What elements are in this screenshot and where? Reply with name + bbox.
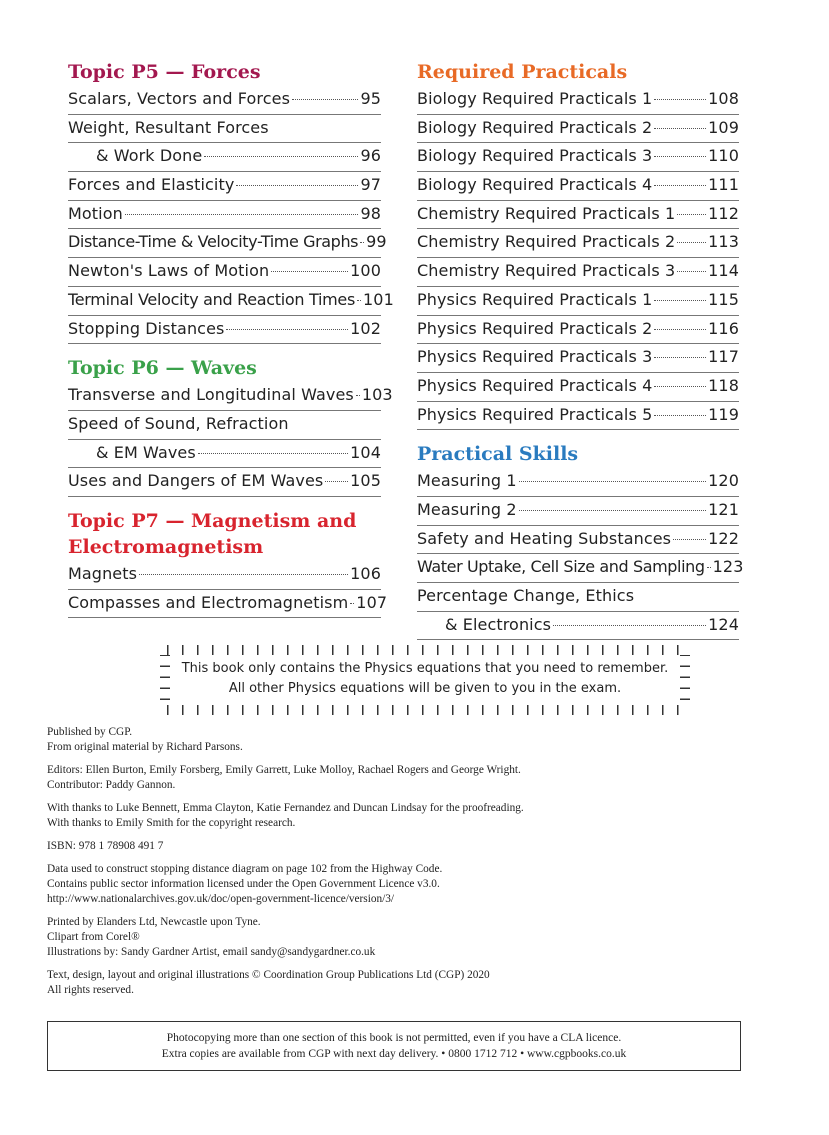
toc-entry-title: Biology Required Practicals 3 (417, 146, 653, 166)
toc-entry-page: 108 (708, 89, 739, 108)
toc-entry-title: Biology Required Practicals 4 (417, 175, 653, 195)
toc-entry[interactable] (417, 229, 739, 258)
toc-entry[interactable] (68, 287, 394, 316)
toc-entry[interactable] (68, 258, 381, 287)
copyright-notice: Text, design, layout and original illustrations © Coordination Group Publications Ltd (CGP) 2020 (47, 969, 490, 981)
isbn: ISBN: 978 1 78908 491 7 (47, 840, 164, 852)
toc-entry-title: Biology Required Practicals 1 (417, 89, 653, 108)
dot-leader (654, 156, 706, 157)
licence-link[interactable]: http://www.nationalarchives.gov.uk/doc/open-government-licence/version/3/ (47, 893, 395, 905)
toc-entry-title: Newton's Laws of Motion (68, 261, 270, 281)
toc-entry-title: Physics Required Practicals 4 (417, 375, 653, 395)
toc-entry-page: 95 (360, 89, 381, 108)
toc-entry-page: 118 (708, 375, 739, 395)
editors-block (47, 763, 747, 793)
toc-entry-title: Uses and Dangers of EM Waves (68, 471, 324, 491)
toc-entry-title: Weight, Resultant Forces (68, 117, 269, 137)
toc-entry-title: Safety and Heating Substances (417, 528, 672, 548)
toc-entry-title: Compasses and Electromagnetism (68, 592, 349, 612)
toc-entry[interactable] (68, 86, 381, 115)
toc-entry[interactable] (417, 468, 739, 497)
toc-entry-title: Measuring 2 (417, 499, 517, 519)
toc-entry-page: 106 (350, 563, 381, 583)
dot-leader (654, 415, 706, 416)
toc-entry-title: Chemistry Required Practicals 2 (417, 232, 676, 252)
toc-entry[interactable] (417, 373, 739, 402)
toc-entry-page: 119 (708, 404, 739, 424)
toc-entry-title: & Electronics (445, 614, 552, 634)
thanks-copyright: With thanks to Emily Smith for the copyright research. (47, 817, 296, 829)
toc-entry-page: 98 (360, 203, 381, 223)
dot-leader (654, 357, 706, 358)
toc-entry-title: Physics Required Practicals 1 (417, 289, 653, 309)
toc-entry-page: 122 (708, 528, 739, 548)
dot-leader (125, 214, 359, 215)
toc-entry-page: 101 (363, 289, 394, 309)
toc-entry-page: 109 (708, 117, 739, 137)
note-line-2: All other Physics equations will be given to you in the exam. (228, 681, 622, 696)
printed-by: Printed by Elanders Ltd, Newcastle upon Tyne. (47, 916, 261, 928)
toc-entry[interactable] (417, 115, 739, 144)
dot-leader (357, 300, 361, 301)
toc-entry-title: Distance-Time & Velocity-Time Graphs (68, 232, 359, 252)
note-border-left (160, 655, 170, 705)
data-source-block (47, 862, 747, 907)
data-source-1: Data used to construct stopping distance diagram on page 102 from the Highway Code. (47, 863, 443, 875)
contents-left-column (68, 60, 394, 630)
toc-entry-title: Forces and Elasticity (68, 175, 235, 195)
thanks-block (47, 801, 747, 831)
toc-entry[interactable] (417, 287, 739, 316)
contributor: Contributor: Paddy Gannon. (47, 779, 176, 791)
toc-entry[interactable] (68, 115, 381, 144)
toc-entry[interactable] (417, 258, 739, 287)
toc-entry[interactable] (68, 411, 381, 440)
dot-leader (654, 300, 706, 301)
toc-entry-page: 99 (366, 232, 387, 252)
copyright-block (47, 968, 747, 998)
toc-entry[interactable] (68, 316, 381, 345)
topic-p7-heading-line2: Electromagnetism (68, 535, 264, 558)
toc-entry-title: Transverse and Longitudinal Waves (68, 385, 354, 405)
toc-entry-page: 105 (350, 471, 381, 491)
equations-note (160, 645, 690, 715)
dot-leader (654, 99, 706, 100)
note-border-top (160, 645, 690, 655)
dot-leader (360, 242, 364, 243)
dot-leader (204, 156, 358, 157)
dot-leader (654, 128, 706, 129)
publisher-block (47, 725, 747, 755)
toc-entry-page: 113 (708, 232, 739, 252)
toc-entry[interactable] (417, 402, 739, 431)
toc-entry[interactable] (417, 497, 739, 526)
dot-leader (677, 214, 706, 215)
data-source-2: Contains public sector information licensed under the Open Government Licence v3.0. (47, 878, 440, 890)
dot-leader (519, 481, 707, 482)
toc-entry[interactable] (417, 583, 739, 612)
topic-p6-section (68, 356, 393, 497)
toc-entry-page: 103 (361, 385, 393, 405)
dot-leader (198, 453, 348, 454)
toc-entry[interactable] (68, 172, 381, 201)
dot-leader (654, 185, 706, 186)
toc-entry-title: Chemistry Required Practicals 1 (417, 203, 676, 223)
dot-leader (677, 271, 706, 272)
toc-entry-page: 124 (708, 614, 739, 634)
dot-leader (673, 539, 706, 540)
required-practicals-section (417, 60, 739, 430)
toc-entry-title: Magnets (68, 563, 138, 583)
toc-entry[interactable] (417, 201, 739, 230)
clipart-credit: Clipart from Corel® (47, 931, 140, 943)
dot-leader (236, 185, 358, 186)
publication-credits (47, 725, 747, 1006)
toc-entry[interactable] (417, 86, 739, 115)
dot-leader (325, 481, 348, 482)
note-border-right (680, 655, 690, 705)
toc-entry-page: 114 (708, 261, 739, 281)
dot-leader (139, 574, 348, 575)
toc-entry[interactable] (68, 440, 381, 469)
practical-skills-section (417, 442, 744, 640)
topic-p6-heading: Topic P6 — Waves (68, 357, 257, 380)
illustrations-credit: Illustrations by: Sandy Gardner Artist, email sandy@sandygardner.co.uk (47, 946, 376, 958)
published-by: Published by CGP. (47, 726, 133, 738)
toc-entry[interactable] (417, 526, 739, 555)
toc-entry[interactable] (417, 554, 744, 583)
required-practicals-heading: Required Practicals (417, 61, 628, 83)
toc-entry[interactable] (68, 143, 381, 172)
toc-entry-page: 100 (350, 261, 381, 281)
toc-entry-title: Chemistry Required Practicals 3 (417, 261, 676, 281)
toc-entry-title: Measuring 1 (417, 471, 517, 491)
toc-entry-title: Scalars, Vectors and Forces (68, 89, 291, 108)
toc-entry[interactable] (68, 201, 381, 230)
dot-leader (553, 625, 706, 626)
toc-entry-page: 102 (350, 318, 381, 338)
toc-entry[interactable] (68, 382, 393, 411)
note-border-bottom (160, 705, 690, 715)
toc-entry-page: 112 (708, 203, 739, 223)
toc-entry-title: Percentage Change, Ethics (417, 586, 635, 605)
dot-leader (654, 386, 706, 387)
toc-entry-page: 97 (360, 175, 381, 195)
practical-skills-heading: Practical Skills (417, 443, 579, 466)
dot-leader (707, 567, 711, 568)
toc-entry[interactable] (68, 468, 381, 497)
dot-leader (356, 395, 360, 396)
toc-entry-title: Physics Required Practicals 5 (417, 404, 653, 424)
dot-leader (677, 242, 706, 243)
original-material: From original material by Richard Parsons. (47, 741, 243, 753)
toc-entry-page: 121 (708, 499, 739, 519)
photocopy-notice: Photocopying more than one section of this book is not permitted, even if you have a CLA licence. (166, 1032, 622, 1044)
dot-leader (292, 99, 358, 100)
toc-entry-title: Physics Required Practicals 3 (417, 347, 653, 367)
toc-entry[interactable] (68, 561, 381, 590)
note-line-1: This book only contains the Physics equations that you need to remember. (181, 661, 669, 676)
topic-p5-heading: Topic P5 — Forces (68, 61, 261, 83)
topic-p5-section (68, 60, 394, 344)
toc-entry-page: 110 (708, 146, 739, 166)
toc-entry-page: 115 (708, 289, 739, 309)
toc-entry-page: 107 (356, 592, 388, 612)
toc-entry-page: 120 (708, 471, 739, 491)
toc-entry-title: Physics Required Practicals 2 (417, 318, 653, 338)
editors: Editors: Ellen Burton, Emily Forsberg, Emily Garrett, Luke Molloy, Rachael Rogers and George Wright. (47, 764, 521, 776)
toc-entry[interactable] (417, 316, 739, 345)
dot-leader (271, 271, 348, 272)
toc-entry[interactable] (417, 344, 739, 373)
toc-entry[interactable] (417, 612, 739, 641)
rights-reserved: All rights reserved. (47, 984, 134, 996)
toc-entry[interactable] (68, 590, 388, 619)
contents-right-column (417, 60, 744, 652)
toc-entry-page: 117 (708, 347, 739, 367)
thanks-proofreading: With thanks to Luke Bennett, Emma Clayton, Katie Fernandez and Duncan Lindsay for the proofreading. (47, 802, 524, 814)
dot-leader (350, 603, 354, 604)
toc-entry-title: Motion (68, 203, 123, 223)
printer-block (47, 915, 747, 960)
dot-leader (519, 510, 707, 511)
dot-leader (226, 329, 348, 330)
toc-entry-page: 104 (350, 442, 381, 462)
topic-p7-section (68, 509, 388, 618)
toc-entry-page: 96 (360, 146, 381, 166)
toc-entry-title: Water Uptake, Cell Size and Sampling (417, 557, 705, 577)
toc-entry-title: Terminal Velocity and Reaction Times (68, 289, 356, 309)
toc-entry[interactable] (417, 172, 739, 201)
toc-entry-title: Biology Required Practicals 2 (417, 117, 653, 137)
photocopy-notice-box (47, 1021, 741, 1071)
dot-leader (654, 329, 706, 330)
toc-entry[interactable] (417, 143, 739, 172)
toc-entry-page: 123 (712, 557, 744, 577)
toc-entry-title: & EM Waves (96, 442, 196, 462)
toc-entry-title: Speed of Sound, Refraction (68, 413, 289, 433)
toc-entry-title: & Work Done (96, 146, 203, 166)
topic-p7-heading-line1: Topic P7 — Magnetism and (68, 509, 357, 532)
toc-entry-title: Stopping Distances (68, 318, 225, 338)
toc-entry-page: 111 (708, 175, 739, 195)
order-info: Extra copies are available from CGP with next day delivery. • 0800 1712 712 • www.cgpbooks.co.uk (161, 1048, 627, 1060)
toc-entry-page: 116 (708, 318, 739, 338)
toc-entry[interactable] (68, 229, 387, 258)
